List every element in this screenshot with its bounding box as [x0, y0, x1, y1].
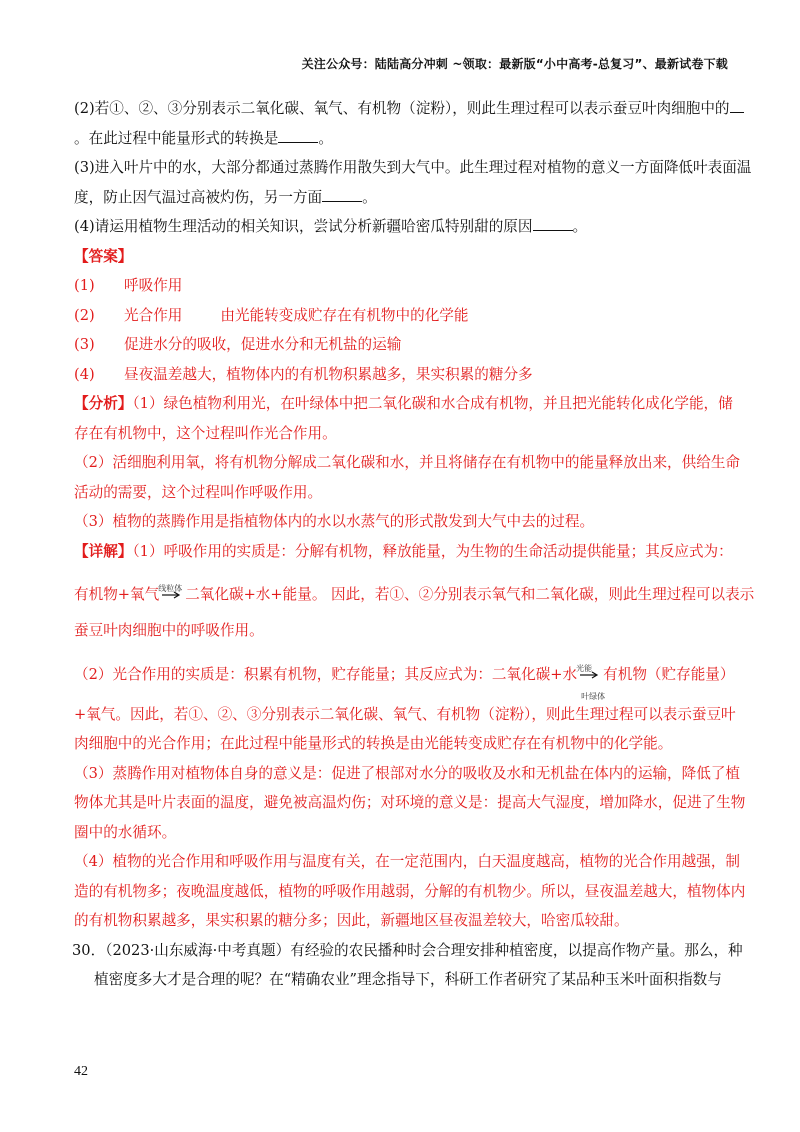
analysis-line-4: 活动的需要，这个过程叫作呼吸作用。 [74, 483, 323, 501]
answer-text: 促进水分的吸收，促进水分和无机盐的运输 [124, 336, 402, 353]
answer-row-2 [74, 301, 726, 331]
answer-number: (1) [74, 277, 95, 294]
page-header: 关注公众号：陆陆高分冲刺 ~领取：最新版“小中高考-总复习”、最新试卷下载 [301, 57, 728, 71]
answer-blank [322, 189, 362, 202]
detail-line-4a: （4）植物的光合作用和呼吸作用与温度有关，在一定范围内，白天温度越高，植物的光合作用越强，制 [74, 853, 741, 870]
answer-row-1 [74, 271, 726, 301]
detail-tag: 【详解】 [74, 542, 133, 560]
detail-line-1c: 蚕豆叶肉细胞中的呼吸作用。 [74, 622, 264, 639]
detail-line-2b: +氧气。因此，若①、②、③分别表示二氧化碳、氧气、有机物（淀粉），则此生理过程可以表示蚕豆叶 [74, 705, 736, 723]
question-2-line-2 [74, 124, 726, 154]
punctuation: 。 [318, 129, 333, 147]
arrow-condition: 线粒体 [158, 584, 183, 593]
detail-text: （1）呼吸作用的实质是：分解有机物，释放能量，为生物的生命活动提供能量；其反应式为： [132, 542, 733, 560]
punctuation: 。 [362, 188, 377, 206]
answer-row-3 [74, 330, 726, 360]
question-2-line-1 [74, 94, 730, 124]
answer-text: 光合作用 [124, 306, 183, 324]
equation-1-right: 二氧化碳+水+能量。 因此，若①、②分别表示氧气和二氧化碳，则此生理过程可以表示 [185, 586, 755, 603]
question-30-line-2: 植密度多大才是合理的呢？在“精确农业”理念指导下，科研工作者研究了某品种玉米叶面积指数与 [94, 971, 722, 988]
question-3-line-2 [74, 183, 726, 213]
analysis-text: （1）绿色植物利用光，在叶绿体中把二氧化碳和水合成有机物，并且把光能转化成化学能，储 [132, 395, 733, 412]
page-content [72, 94, 755, 995]
question-4-line [74, 212, 726, 242]
analysis-tag: 【分析】 [74, 395, 133, 412]
question-30-line-1: 30．（2023·山东威海·中考真题）有经验的农民播种时会合理安排种植密度，以提高作物产量。那么，种 [72, 941, 743, 959]
question-3-text-2: 度，防止因气温过高被灼伤，另一方面 [74, 188, 323, 206]
equation-1-line [74, 578, 755, 612]
detail-line-2c: 肉细胞中的光合作用；在此过程中能量形式的转换是由光能转变成贮存在有机物中的化学能。 [74, 735, 673, 752]
answer-blank [730, 100, 744, 113]
punctuation: 。 [572, 218, 588, 235]
reaction-arrow-2 [576, 663, 606, 701]
reaction-arrow-1 [158, 584, 183, 602]
detail-line-4b: 造的有机物多；夜晚温度越低，植物的呼吸作用越弱，分解的有机物少。所以，昼夜温差越大，植物体内 [74, 882, 746, 900]
equation-2-line [74, 658, 735, 701]
equation-2-right: 有机物（贮存能量） [603, 665, 735, 683]
answer-text-2: 由光能转变成贮存在有机物中的化学能 [220, 306, 469, 324]
detail-line-3a: （3）蒸腾作用对植物体自身的意义是：促进了根部对水分的吸收及水和无机盐在体内的运输，降低了植 [74, 764, 741, 782]
detail-line-3b: 物体尤其是叶片表面的温度，避免被高温灼伤；对环境的意义是：提高大气湿度，增加降水，促进了生物 [74, 794, 746, 811]
question-3-line-1: (3)进入叶片中的水，大部分都通过蒸腾作用散失到大气中。此生理过程对植物的意义一方面降低叶表面温 [74, 159, 752, 176]
analysis-line-2: 存在有机物中，这个过程叫作光合作用。 [74, 424, 337, 442]
detail-line-3c: 圈中的水循环。 [74, 823, 177, 841]
answer-row-4 [74, 360, 726, 390]
answer-text: 昼夜温差越大，植物体内的有机物积累越多，果实积累的糖分多 [124, 365, 533, 383]
answer-tag: 【答案】 [74, 247, 133, 265]
answer-number: (2) [74, 306, 95, 324]
analysis-line-1 [74, 389, 733, 419]
arrow-icon [161, 590, 181, 600]
analysis-line-3: （2）活细胞利用氧，将有机物分解成二氧化碳和水，并且将储存在有机物中的能量释放出来，供给生命 [74, 454, 741, 471]
answer-number: (3) [74, 336, 95, 353]
arrow-condition-top: 光能 [576, 663, 593, 673]
answer-text: 呼吸作用 [124, 277, 183, 294]
detail-line-4c: 的有机物积累越多，果实积累的糖分多；因此，新疆地区昼夜温差较大，哈密瓜较甜。 [74, 912, 629, 929]
analysis-line-5: （3）植物的蒸腾作用是指植物体内的水以水蒸气的形式散发到大气中去的过程。 [74, 513, 595, 530]
equation-1-left: 有机物+氧气 [74, 586, 160, 603]
question-4-text: (4)请运用植物生理活动的相关知识，尝试分析新疆哈密瓜特别甜的原因 [74, 218, 533, 235]
answer-blank [278, 130, 318, 143]
answer-number: (4) [74, 365, 95, 383]
page-number: 42 [74, 1064, 88, 1079]
equation-2-left: （2）光合作用的实质是：积累有机物，贮存能量；其反应式为：二氧化碳+水 [74, 665, 578, 683]
question-2-text: (2)若①、②、③分别表示二氧化碳、氧气、有机物（淀粉），则此生理过程可以表示蚕豆叶肉细胞中的 [74, 100, 730, 117]
answer-blank [533, 218, 573, 231]
question-2-text-2: 。在此过程中能量形式的转换是 [74, 129, 279, 147]
arrow-condition-bottom: 叶绿体 [581, 691, 606, 701]
arrow-icon [579, 670, 599, 680]
detail-line-1 [74, 537, 733, 567]
